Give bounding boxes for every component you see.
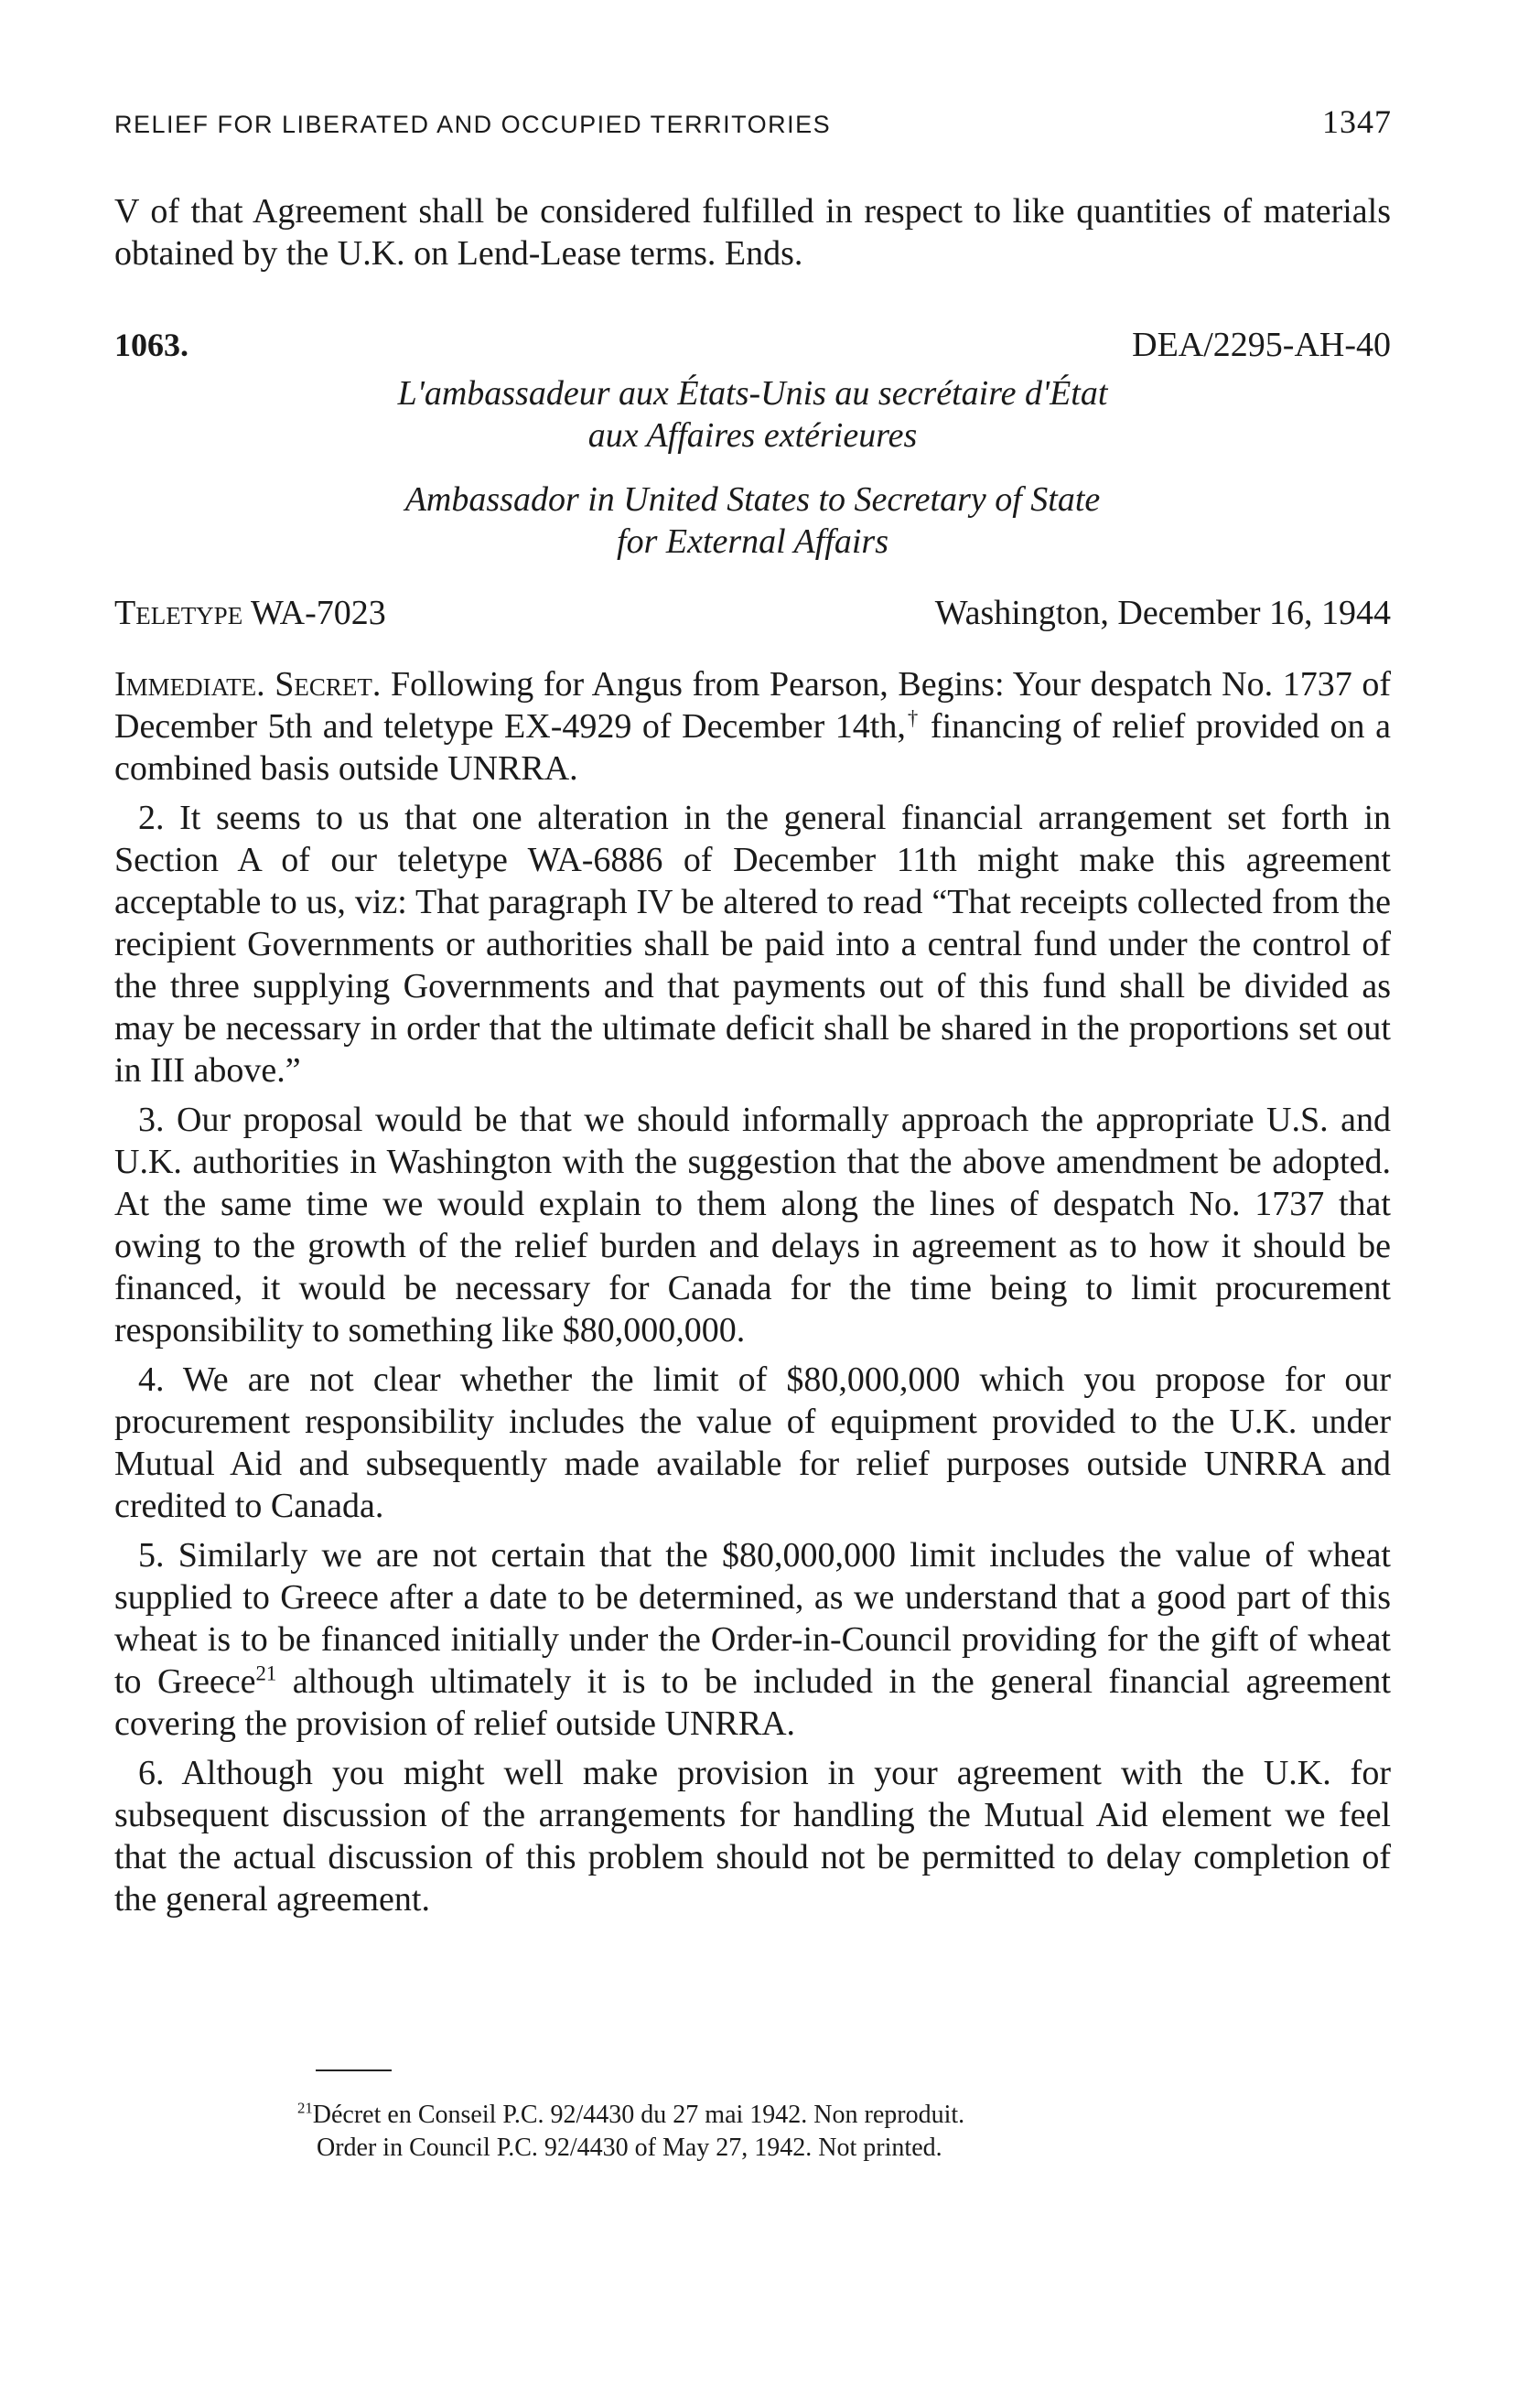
paragraph-6: 6. Although you might well make provision in your agreement with the U.K. for subsequent discussion of the arrangements for handling the Mutual Aid element we feel that the actual discussion of this problem should not be permitted to delay completion of the general agreement. bbox=[114, 1754, 1391, 1919]
title-french-line-1: L'ambassadeur aux États-Unis au secrétaire d'État bbox=[397, 374, 1108, 413]
footnote-mark: 21 bbox=[297, 2099, 313, 2117]
title-french bbox=[114, 372, 1391, 457]
document-number-row bbox=[114, 325, 1391, 365]
teletype-row bbox=[114, 593, 1391, 633]
footnotes bbox=[297, 2099, 964, 2165]
teletype-number: Teletype WA-7023 bbox=[114, 594, 386, 632]
place-date: Washington, December 16, 1944 bbox=[934, 594, 1391, 632]
title-english bbox=[114, 478, 1391, 563]
carryover-paragraph: V of that Agreement shall be considered fulfilled in respect to like quantities of materials obtained by the U.K. on Lend-Lease terms. Ends. bbox=[114, 192, 1391, 273]
body-text bbox=[114, 663, 1391, 1920]
paragraph-1-lead: Immediate. Secret. bbox=[114, 665, 382, 704]
paragraph-4: 4. We are not clear whether the limit of $80,000,000 which you propose for our procurement responsibility includes the value of equipment provided to the U.K. under Mutual Aid and subsequently made available for relief purposes outside UNRRA and credited to Canada. bbox=[114, 1360, 1391, 1525]
running-title: RELIEF FOR LIBERATED AND OCCUPIED TERRITORIES bbox=[114, 111, 832, 138]
document-header bbox=[114, 325, 1391, 563]
footnote-reference: 21 bbox=[255, 1661, 277, 1685]
footnote-line-1 bbox=[297, 2099, 964, 2132]
paragraph-5-part-1: 5. Similarly we are not certain that the $80,000,000 limit includes the value of wheat supplied to Greece after a date to be determined, as we understand that a good part of this wheat is to be financed initially under the Order-in-Council providing for the gift of wheat to Greece bbox=[114, 1536, 1391, 1701]
page-number: 1347 bbox=[1322, 103, 1392, 140]
title-french-line-2: aux Affaires extérieures bbox=[587, 416, 918, 455]
footnote-rule bbox=[316, 2069, 392, 2071]
footnote-english: Order in Council P.C. 92/4430 of May 27, 1942. Not printed. bbox=[317, 2134, 942, 2162]
carryover-text-block bbox=[114, 190, 1391, 274]
paragraph-1-tail: financing of relief provided on a combined basis outside UNRRA. bbox=[114, 707, 1391, 788]
document-title bbox=[114, 372, 1391, 563]
footnote-french: Décret en Conseil P.C. 92/4430 du 27 mai 1942. Non reproduit. bbox=[312, 2101, 965, 2129]
paragraph-2: 2. It seems to us that one alteration in the general financial arrangement set forth in Section A of our teletype WA-6886 of December 11th might make this agreement acceptable to us, viz: That paragraph IV be altered to read “That receipts collected from the recipient Governments or authorities shall be paid into a central fund under the control of the three supplying Governments and that payments out of this fund shall be divided as may be necessary in order that the ultimate deficit shall be shared in the proportions set out in III above.” bbox=[114, 799, 1391, 1090]
paragraph-5-part-2: although ultimately it is to be included in the general financial agreement covering the provision of relief outside UNRRA. bbox=[114, 1662, 1391, 1743]
paragraph-1-text: Following for Angus from Pearson, Begins: Your despatch No. 1737 of December 5th and teletype EX-4929 of December 14th, bbox=[114, 665, 1391, 746]
paragraph-1 bbox=[114, 663, 1391, 790]
paragraph-3: 3. Our proposal would be that we should informally approach the appropriate U.S. and U.K. authorities in Washington with the suggestion that the above amendment be adopted. At the same time we would explain to them along the lines of despatch No. 1737 that owing to the growth of the relief burden and delays in agreement as to how it should be financed, it would be necessary for Canada for the time being to limit procurement responsibility to something like $80,000,000. bbox=[114, 1101, 1391, 1349]
paragraph-1-mark: † bbox=[905, 706, 921, 730]
document-number: 1063. bbox=[114, 327, 188, 363]
paragraph-5 bbox=[114, 1534, 1391, 1745]
running-head bbox=[114, 102, 1392, 148]
document-reference: DEA/2295-AH-40 bbox=[1132, 326, 1391, 364]
title-english-line-2: for External Affairs bbox=[617, 522, 888, 561]
title-english-line-1: Ambassador in United States to Secretary of State bbox=[404, 480, 1101, 519]
